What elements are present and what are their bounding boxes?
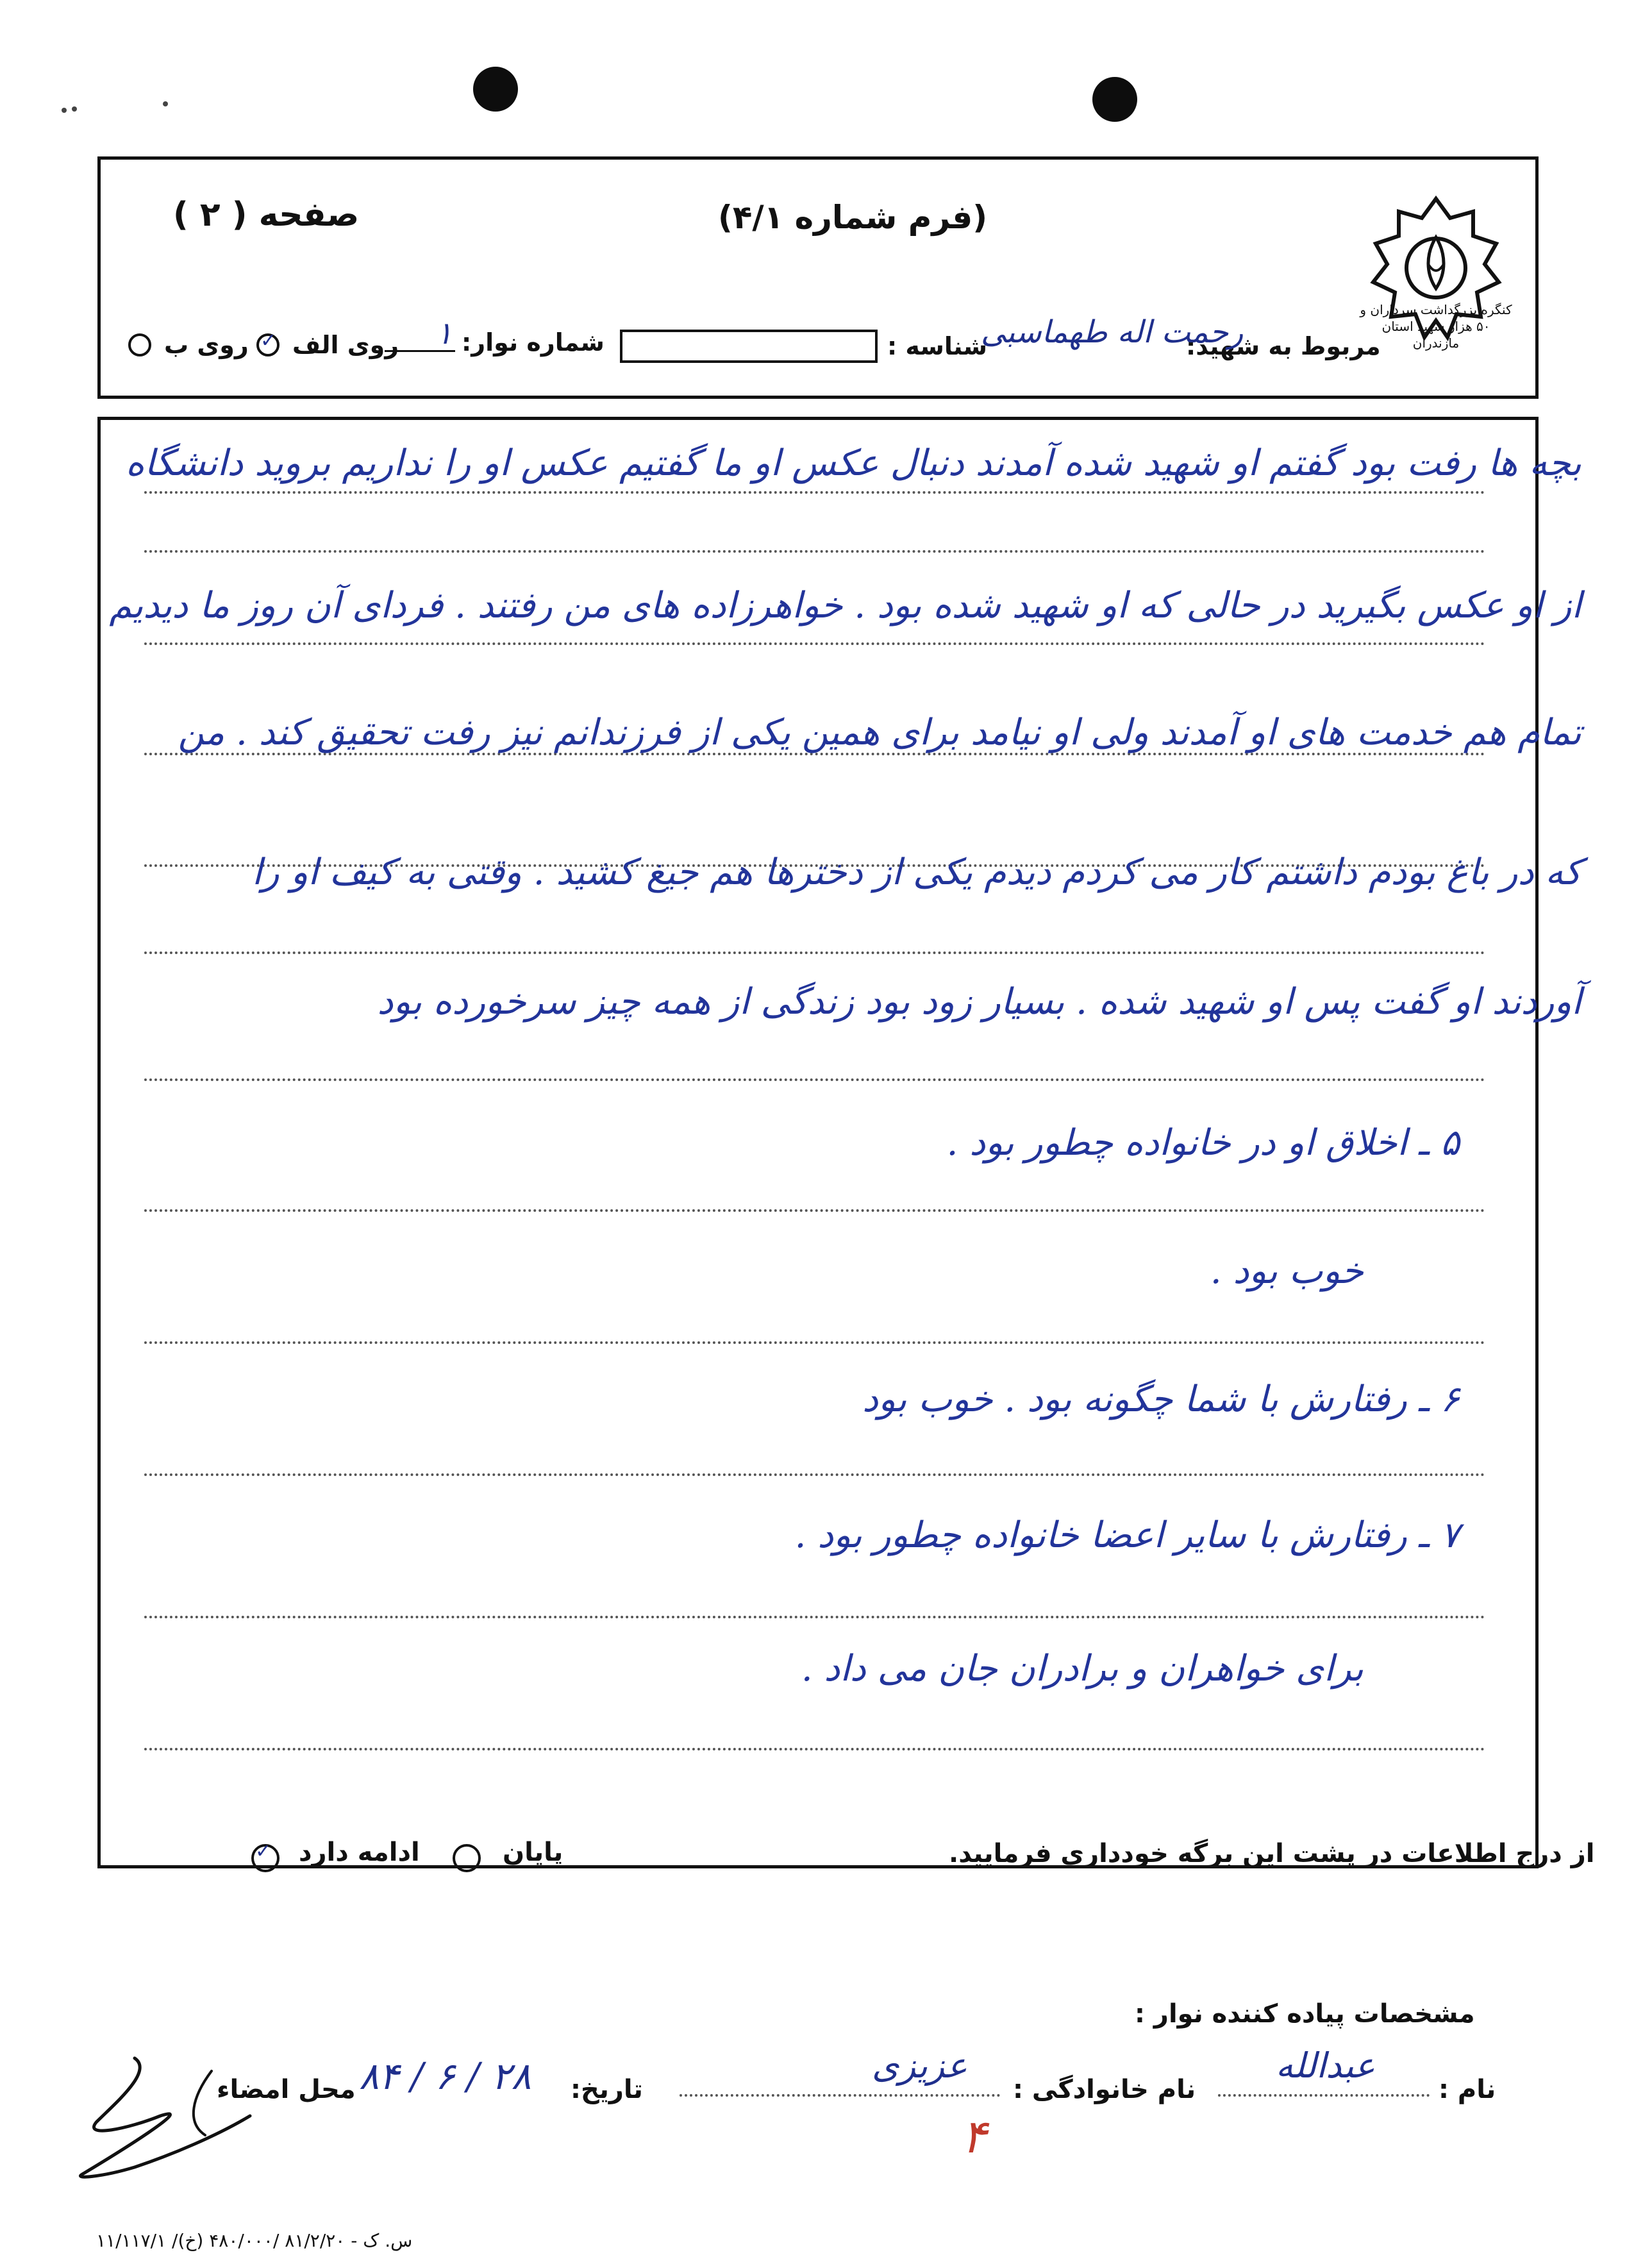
family-field[interactable] xyxy=(680,2094,1000,2097)
ruled-line xyxy=(144,491,1485,494)
side-a-radio[interactable] xyxy=(256,333,280,356)
emblem-caption: کنگره بزرگداشت سرداران و ۵۰ هزار شهید استان مازندران xyxy=(1360,302,1512,351)
ruled-line xyxy=(144,1616,1485,1618)
side-b-radio[interactable] xyxy=(128,333,151,356)
transcript-line: تمام هم خدمت های او آمدند ولی او نیامد برای همین یکی از فرزندانم نیز رفت تحقیق کند . من xyxy=(178,712,1581,753)
ruled-line xyxy=(144,642,1485,645)
status-continue-label: ادامه دارد xyxy=(299,1838,420,1867)
transcript-line: ۷ ـ رفتارش با سایر اعضا خانواده چطور بود . xyxy=(794,1514,1460,1556)
status-continue-radio[interactable] xyxy=(251,1844,280,1872)
punch-hole-left xyxy=(473,67,518,112)
tape-number-value: ۱ xyxy=(436,315,453,351)
transcript-line: برای خواهران و برادران جان می داد . xyxy=(801,1648,1364,1690)
transcriber-title: مشخصات پیاده کننده نوار : xyxy=(1135,1999,1475,2029)
transcript-line: خوب بود . xyxy=(1210,1250,1364,1292)
transcript-line: از او عکس بگیرید در حالی که او شهید شده بود . خواهرزاده های من رفتند . فردای آن روز ما دیدیم xyxy=(109,585,1581,626)
name-field[interactable] xyxy=(1218,2094,1430,2097)
punch-hole-right xyxy=(1092,77,1137,122)
scan-speck xyxy=(163,101,168,106)
form-code: ۱۱/۱۱۷/۱ /س. ک - ۸۱/۲/۲۰ /۴۸۰/۰۰۰ (خ) xyxy=(96,2230,413,2251)
ruled-line xyxy=(144,550,1485,553)
id-label: شناسه : xyxy=(887,332,987,360)
transcript-line: بچه ها رفت بود گفتم او شهید شده آمدند دنبال عکس او ما گفتیم عکس او را نداریم بروید دانشگاه xyxy=(125,442,1581,484)
margin-number: ۴ xyxy=(962,2109,987,2163)
status-end-label: پایان xyxy=(503,1838,563,1867)
ruled-line xyxy=(144,1748,1485,1750)
name-label: نام : xyxy=(1439,2075,1496,2104)
side-b-label: روی ب xyxy=(164,331,249,359)
status-end-radio[interactable] xyxy=(453,1844,481,1872)
signature-icon xyxy=(58,2045,276,2193)
back-note: از درج اطلاعات در پشت این برگه خودداری فرمایید. xyxy=(949,1839,1595,1868)
name-value: عبدالله xyxy=(1276,2045,1376,2086)
scan-speck xyxy=(62,108,67,113)
tape-number-label: شماره نوار: xyxy=(462,328,605,356)
emblem-icon xyxy=(1359,192,1513,385)
ruled-line xyxy=(144,952,1485,954)
form-title: (فرم شماره ۴/۱) xyxy=(718,199,988,236)
ruled-line xyxy=(144,1209,1485,1212)
transcript-line: ۵ ـ اخلاق او در خانواده چطور بود . xyxy=(946,1122,1460,1164)
side-a-label: روی الف xyxy=(292,331,399,359)
id-field[interactable] xyxy=(620,330,878,363)
related-martyr-label: مربوط به شهید: xyxy=(1186,332,1381,360)
ruled-line xyxy=(144,1341,1485,1344)
transcript-line: آوردند او گفت پس او شهید شده . بسیار زود بود زندگی از همه چیز سرخورده بود xyxy=(377,981,1581,1023)
date-value: ۸۴ / ۶ / ۲۸ xyxy=(359,2054,531,2098)
related-martyr-value: رحمت اله طهماسبی xyxy=(981,314,1244,350)
page-label: صفحه ( ۲ ) xyxy=(173,196,360,234)
transcript-line: ۶ ـ رفتارش با شما چگونه بود . خوب بود xyxy=(862,1379,1460,1420)
scan-speck xyxy=(72,106,77,112)
signature-label: محل امضاء xyxy=(217,2075,356,2104)
ruled-line xyxy=(144,1473,1485,1476)
date-label: تاریخ: xyxy=(571,2075,643,2104)
family-value: عزیزی xyxy=(872,2045,968,2086)
transcript-line: که در باغ بودم داشتم کار می کردم دیدم یکی از دخترها هم جیغ کشید . وقتی به کیف او را xyxy=(252,851,1581,893)
ruled-line xyxy=(144,1078,1485,1081)
family-label: نام خانوادگی : xyxy=(1013,2075,1196,2104)
